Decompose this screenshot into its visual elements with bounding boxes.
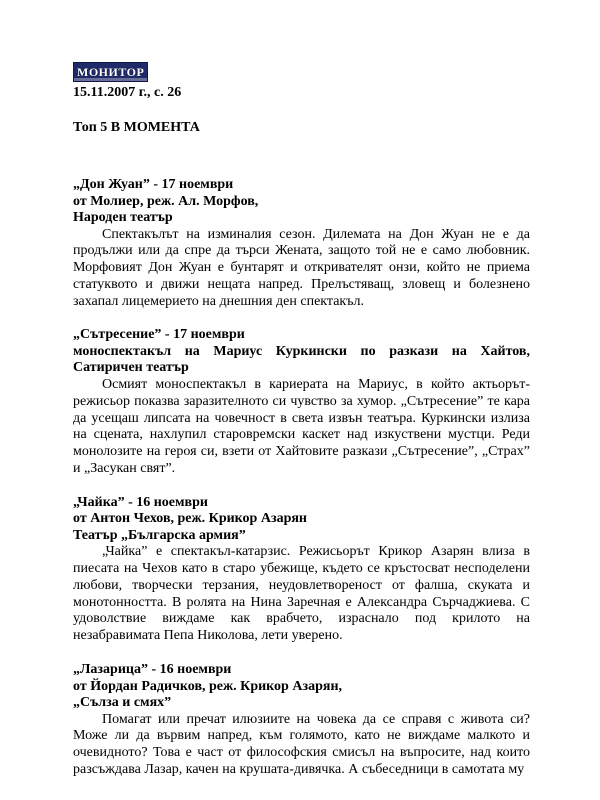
article-title: „Дон Жуан” - 17 ноември: [73, 177, 234, 192]
document-page: [73, 62, 530, 779]
article-venue: Театър „Българска армия”: [73, 527, 246, 543]
article-body: Спектакълът на изминалия сезон. Дилемата на Дон Жуан не е да продължи или да спре да търси Жената, защото той не е само любовник. Морфовият Дон Жуан е бунтарят и откривателят онзи, който не приема статуквото и движи нещата напред. Прелъстяващ, зловещ и болезнено захапал лицемерието на днешния ден спектакъл.: [73, 226, 530, 309]
article-title: „Лазарица” - 16 ноември: [73, 662, 232, 678]
article-don-juan: [73, 177, 530, 310]
article-chayka: [73, 495, 530, 645]
article-venue: Народен театър: [73, 210, 173, 225]
article-subtitle: от Молиер, реж. Ал. Морфов,: [73, 193, 259, 209]
article-satresenie: [73, 327, 530, 477]
article-body: „Чайка” е спектакъл-катарзис. Режисьорът Крикор Азарян влиза в пиесата на Чехов като в старо убежище, където се кръстосват несподелени любови, творчески терзания, неудовлетвореност от фалша, скуката и монотонността. В ролята на Нина Заречная е Александра Сърчаджиева. С удоволствие виждаме как врабчето, израснало под крилото на незабравимата Пепа Николова, лети уверено.: [73, 544, 530, 644]
article-subtitle: от Антон Чехов, реж. Крикор Азарян: [73, 511, 308, 527]
article-subtitle: моноспектакъл на Мариус Куркински по разкази на Хайтов, Сатиричен театър: [73, 343, 530, 376]
article-title: „Чайка” - 16 ноември: [73, 494, 208, 510]
article-body: Осмият моноспектакъл в кариерата на Мариус, в който актьорът-режисьор показва заразителното си чувство за хумор. „Сътресение” те кара да усещаш липсата на човечност в света извън театъра. Куркински излиза на сцената, нахлупил старовремски каскет над изкуствени мустци. Реди монолозите на героя си, взети от Хайтовите разкази „Сътресение”, „Страх” и „Засукан свят”.: [73, 376, 530, 476]
monitor-logo: МОНИТОР: [73, 62, 148, 82]
article-subtitle: от Йордан Радичков, реж. Крикор Азарян,: [73, 678, 343, 694]
publication-date: 15.11.2007 г., с. 26: [73, 85, 182, 100]
section-title: Топ 5 В МОМЕНТА: [73, 120, 200, 135]
article-title: „Сътресение” - 17 ноември: [73, 327, 245, 343]
article-lazaritsa: [73, 662, 530, 779]
article-body: Помагат или пречат илюзиите на човека да се справя с живота си? Може ли да вървим напред, към голямото, като не виждаме малкото и очевидното? Това е част от философския смисъл на въпросите, над които разсъждава Лазар, качен на крушата-дивячка. А събеседници в самотата му: [73, 711, 530, 777]
article-venue: „Сълза и смях”: [73, 695, 172, 711]
